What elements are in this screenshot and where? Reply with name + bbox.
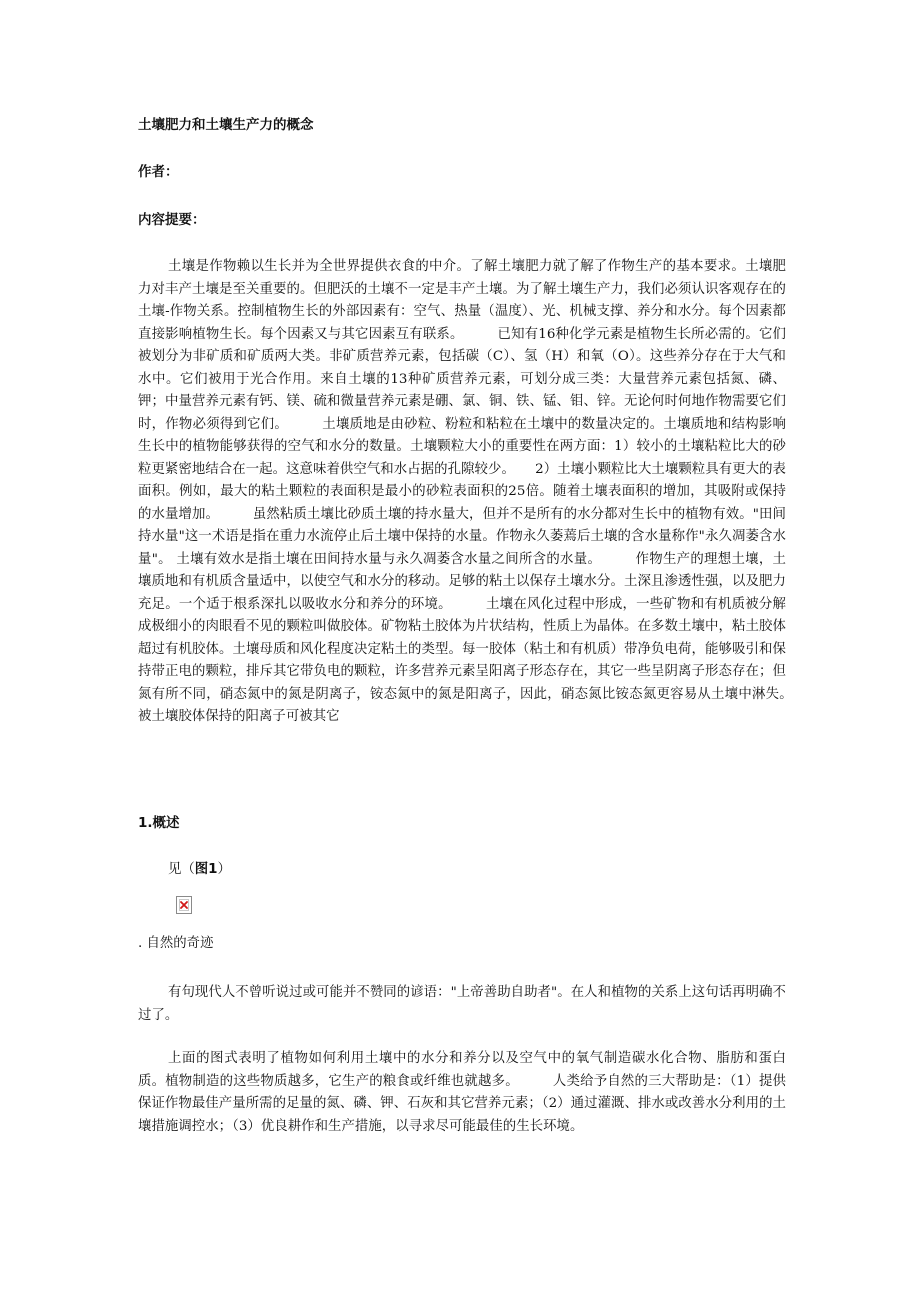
body-paragraph-1: 有句现代人不曾听说过或可能并不赞同的谚语："上帝善助自助者"。在人和植物的关系上这句话再明确不过了。 xyxy=(138,985,786,1023)
figure-ref-suffix: ） xyxy=(217,862,231,877)
red-x-icon xyxy=(180,901,188,909)
document-title: 土壤肥力和土壤生产力的概念 xyxy=(138,117,314,133)
figure-ref-label: 图1 xyxy=(194,862,218,877)
broken-image-icon xyxy=(176,896,192,914)
section-heading: 1.概述 xyxy=(138,815,180,831)
author-label: 作者： xyxy=(138,164,179,180)
body-paragraph-2: 上面的图式表明了植物如何利用土壤中的水分和养分以及空气中的氧气制造碳水化合物、脂肪和蛋白质。植物制造的这些物质越多，它生产的粮食或纤维也就越多。 人类给予自然的三大帮助是：（1）提供保证作物最佳产量所需的足量的氮、磷、钾、石灰和其它营养元素；（2）通过灌溉、排水或改善水分利用的土壤措施调控水；（3）优良耕作和生产措施，以寻求尽可能最佳的生长环境。 xyxy=(138,1051,786,1134)
abstract-paragraph: 土壤是作物赖以生长并为全世界提供衣食的中介。了解土壤肥力就了解了作物生产的基本要求。土壤肥力对丰产土壤是至关重要的。但肥沃的土壤不一定是丰产土壤。为了解土壤生产力，我们必须认识客观存在的土壤-作物关系。控制植物生长的外部因素有：空气、热量（温度）、光、机械支撑、养分和水分。每个因素都直接影响植物生长。每个因素又与其它因素互有联系。 已知有16种化学元素是植物生长所必需的。它们被划分为非矿质和矿质两大类。非矿质营养元素，包括碳（C）、氢（H）和氧（O）。这些养分存在于大气和水中。它们被用于光合作用。来自土壤的13种矿质营养元素，可划分成三类：大量营养元素包括氮、磷、钾；中量营养元素有钙、镁、硫和微量营养元素是硼、氯、铜、铁、锰、钼、锌。无论何时何地作物需要它们时，作物必须得到它们。 土壤质地是由砂粒、粉粒和粘粒在土壤中的数量决定的。土壤质地和结构影响生长中的植物能够获得的空气和水分的数量。土壤颗粒大小的重要性在两方面：1）较小的土壤粘粒比大的砂粒更紧密地结合在一起。这意味着供空气和水占据的孔隙较少。 2）土壤小颗粒比大土壤颗粒具有更大的表面积。例如，最大的粘土颗粒的表面积是最小的砂粒表面积的25倍。随着土壤表面积的增加，其吸附或保持的水量增加。 虽然粘质土壤比砂质土壤的持水量大，但并不是所有的水分都对生长中的植物有效。"田间持水量"这一术语是指在重力水流停止后土壤中保持的水量。作物永久萎蔫后土壤的含水量称作"永久凋萎含水量"。 土壤有效水是指土壤在田间持水量与永久凋萎含水量之间所含的水量。 作物生产的理想土壤，土壤质地和有机质含量适中，以使空气和水分的移动。足够的粘土以保存土壤水分。土深且渗透性强，以及肥力充足。一个适于根系深扎以吸收水分和养分的环境。 土壤在风化过程中形成，一些矿物和有机质被分解成极细小的肉眼看不见的颗粒叫做胶体。矿物粘土胶体为片状结构，性质上为晶体。在多数土壤中，粘土胶体超过有机胶体。土壤母质和风化程度决定粘土的类型。每一胶体（粘土和有机质）带净负电荷，能够吸引和保持带正电的颗粒，排斥其它带负电的颗粒，许多营养元素呈阳离子形态存在，其它一些呈阴离子形态存在；但氮有所不同，硝态氮中的氮是阴离子，铵态氮中的氮是阳离子，因此，硝态氮比铵态氮更容易从土壤中淋失。 被土壤胶体保持的阳离子可被其它 xyxy=(138,259,827,724)
figure-reference xyxy=(168,860,231,880)
abstract-label: 内容提要： xyxy=(138,212,206,228)
figure-ref-prefix: 见（ xyxy=(168,862,195,877)
figure-caption: . 自然的奇迹 xyxy=(138,936,214,951)
